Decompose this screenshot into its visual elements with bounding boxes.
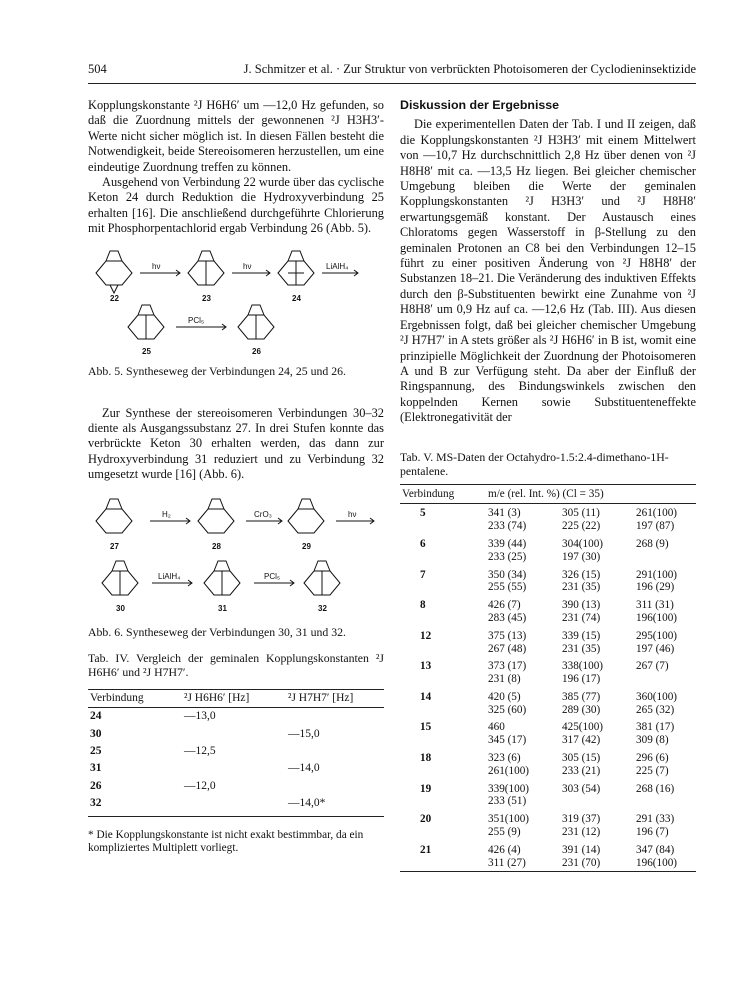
ms-value: 197 (46) (636, 642, 675, 655)
ms-value (562, 795, 632, 808)
right-column (400, 98, 696, 872)
ms-value: 347 (84) (636, 843, 675, 856)
reagent-label: CrO₃ (254, 509, 272, 519)
table-row (400, 780, 696, 811)
table-cell: 18 (420, 752, 432, 765)
ms-value: 283 (45) (488, 611, 527, 624)
ms-value: 267 (48) (488, 642, 527, 655)
table-cell: 25 (90, 744, 102, 757)
ms-value: 305 (11) (562, 507, 600, 520)
ms-value: 326 (15) (562, 568, 601, 581)
table-cell (486, 688, 560, 719)
ms-value: 296 (6) (636, 752, 669, 765)
reagent-label: hν (152, 261, 161, 271)
ms-value: 311 (27) (488, 856, 526, 869)
ms-value: 231 (35) (562, 642, 601, 655)
table-header: m/e (rel. Int. %) (Cl = 35) (488, 487, 604, 500)
table-cell (286, 778, 384, 795)
page-number: 504 (88, 62, 107, 76)
ms-value: 341 (3) (488, 507, 521, 520)
ms-value: 197 (30) (562, 550, 601, 563)
running-title: J. Schmitzer et al. · Zur Struktur von verbrückten Photoisomeren der Cyclodieninsektizide (243, 62, 696, 76)
table-cell (560, 504, 634, 535)
molecule-28 (198, 499, 234, 533)
table-cell (560, 627, 634, 658)
molecule-27 (96, 499, 132, 533)
molecule-25 (128, 305, 164, 339)
ms-value: 255 (55) (488, 581, 527, 594)
ms-value: 325 (60) (488, 703, 527, 716)
table-row (400, 504, 696, 535)
ms-value: 375 (13) (488, 629, 527, 642)
ms-value: 426 (7) (488, 599, 521, 612)
molecule-26 (238, 305, 274, 339)
ms-value: 196(100) (636, 856, 678, 869)
ms-value: 304(100) (562, 537, 604, 550)
table-cell (560, 688, 634, 719)
ms-value: 231 (70) (562, 856, 601, 869)
table-row (88, 795, 384, 816)
table-cell (560, 535, 634, 566)
compound-number: 29 (302, 541, 311, 551)
compound-number: 26 (252, 346, 261, 356)
table-cell (486, 596, 560, 627)
ms-value: 267 (7) (636, 660, 669, 673)
table-cell (634, 718, 696, 749)
ms-value: 196(100) (636, 611, 678, 624)
ms-value: 303 (54) (562, 782, 601, 795)
table-cell (486, 841, 560, 872)
table-cell (486, 718, 560, 749)
table-header: Verbindung (90, 691, 144, 704)
left-paragraph-2: Ausgehend von Verbindung 22 wurde über das cyclische Keton 24 durch Reduktion die Hydroxyverbindung 25 erhalten [16]. Die anschließend durchgeführte Chlorierung mit Phosphorpentachlorid ergab Verbindung 26 (Abb. 5). (88, 175, 384, 236)
table-cell (560, 780, 634, 811)
ms-value: 350 (34) (488, 568, 527, 581)
ms-value: 390 (13) (562, 599, 601, 612)
ms-value: 196 (29) (636, 581, 675, 594)
reagent-label: hν (348, 509, 357, 519)
table-5 (400, 484, 696, 873)
table-cell (486, 810, 560, 841)
table-4-caption: Tab. IV. Vergleich der geminalen Kopplungskonstanten ²J H6H6′ und ²J H7H7′. (88, 650, 384, 679)
table-row (400, 535, 696, 566)
ms-value: 231 (74) (562, 611, 601, 624)
table-5-caption: Tab. V. MS-Daten der Octahydro-1.5:2.4-dimethano-1H-pentalene. (400, 449, 669, 478)
ms-value (636, 551, 694, 564)
table-cell (486, 749, 560, 780)
table-cell (560, 596, 634, 627)
molecule-31 (204, 561, 240, 595)
table-cell: 8 (420, 599, 426, 612)
table-cell (560, 566, 634, 597)
running-header (88, 62, 696, 80)
compound-number: 25 (142, 346, 151, 356)
ms-value (636, 795, 694, 808)
table-cell: —12,0 (184, 779, 216, 792)
table-cell (634, 627, 696, 658)
table-row (400, 749, 696, 780)
table-row (88, 726, 384, 743)
ms-value: 233 (21) (562, 764, 601, 777)
ms-value: 311 (31) (636, 599, 674, 612)
table-cell (560, 718, 634, 749)
ms-value: 420 (5) (488, 690, 521, 703)
table-row (88, 708, 384, 726)
table-cell (486, 566, 560, 597)
ms-value: 261(100) (488, 764, 530, 777)
ms-value: 319 (37) (562, 813, 601, 826)
table-cell: 30 (90, 727, 102, 740)
table-cell (182, 795, 286, 816)
ms-value: 425(100) (562, 721, 604, 734)
reagent-label: PCl₅ (264, 571, 281, 581)
ms-value: 233 (51) (488, 795, 527, 808)
table-cell (286, 708, 384, 726)
ms-value: 268 (16) (636, 782, 675, 795)
left-paragraph-1: Kopplungskonstante ²J H6H6′ um —12,0 Hz gefunden, so daß die Zuordnung mittels der gewonnenen ²J H3H3′-Werte nicht sicher möglich ist. In diesen Fällen besteht die Notwendigkeit, beide Stereoisomeren herzustellen, um eine eindeutige Zuordnung treffen zu können. (88, 98, 384, 174)
ms-value: 309 (8) (636, 734, 669, 747)
table-row (400, 596, 696, 627)
left-column (88, 98, 384, 856)
reagent-label: LiAlH₄ (326, 261, 349, 271)
ms-value: 225 (22) (562, 520, 601, 533)
table-4 (88, 689, 384, 817)
molecule-32 (304, 561, 340, 595)
ms-value: 339(100) (488, 782, 530, 795)
ms-value: 233 (25) (488, 550, 527, 563)
compound-number: 28 (212, 541, 221, 551)
reagent-label: hν (243, 261, 252, 271)
ms-value: 391 (14) (562, 843, 601, 856)
table-cell: 7 (420, 568, 426, 581)
ms-value: 351(100) (488, 813, 530, 826)
table-row (88, 778, 384, 795)
table-cell: 14 (420, 690, 432, 703)
table-cell: 31 (90, 762, 102, 775)
ms-value: 317 (42) (562, 734, 601, 747)
table-cell: —14,0 (288, 762, 320, 775)
table-cell (286, 743, 384, 760)
scheme-figure-5 (88, 245, 384, 360)
compound-number: 27 (110, 541, 119, 551)
section-heading: Diskussion der Ergebnisse (400, 98, 560, 112)
compound-number: 23 (202, 293, 211, 303)
table-row (400, 627, 696, 658)
right-paragraph-1: Die experimentellen Daten der Tab. I und II zeigen, daß die Kopplungskonstanten ²J H3H3′ mit einem Mittelwert von —10,7 Hz durchschnittlich 2,8 Hz über denen von ²J H8H8′ mit ca. —13,5 Hz liegen. Bei gleicher chemischer Umgebung bleiben die Werte der geminalen Kopplungskonstanten ²J H3H3′ und ²J H8H8′ erwartungsgemäß konstant. Der Austausch eines Chloratoms gegen Wasserstoff in β-Stellung zu den geminalen Protonen an C8 bei den Verbindungen 12–15 führt zu einer positiven Änderung von ²J H8H8′ der Substanzen 18–21. Die Veränderung des induktiven Effekts durch den β-Substituenten bewirkt eine Zunahme von ²J H8H8′ um 0,9 Hz auf ca. —12,6 Hz (Tab. III). Aus diesen Ergebnissen folgt, daß bei gleicher chemischer Umgebung ²J H7H7′ in A stets größer als ²J H6H6′ in B ist, womit eine prinzipielle Möglichkeit der Zuordnung der Photoisomeren A und B zur Verfügung steht. Da aber der Einfluß der Ringspannung, des Bindungswinkels zwischen den koppelnden Kernen sowie Substituenteneffekte (Elektronegativität der (400, 117, 696, 425)
table-cell (634, 841, 696, 872)
table-cell: 32 (90, 797, 102, 810)
ms-value: 323 (6) (488, 752, 521, 765)
ms-value: 196 (7) (636, 826, 669, 839)
table-row (400, 718, 696, 749)
table-cell (634, 688, 696, 719)
ms-value: 233 (74) (488, 520, 527, 533)
table-cell (634, 596, 696, 627)
compound-number: 30 (116, 603, 125, 613)
compound-number: 31 (218, 603, 227, 613)
table-cell: 6 (420, 537, 426, 550)
ms-value: 381 (17) (636, 721, 675, 734)
table-cell (486, 535, 560, 566)
table-cell (486, 627, 560, 658)
ms-value: 196 (17) (562, 673, 601, 686)
table-cell (182, 760, 286, 777)
ms-value: 373 (17) (488, 660, 527, 673)
ms-value: 339 (44) (488, 537, 527, 550)
ms-value: 295(100) (636, 629, 678, 642)
compound-number: 22 (110, 293, 119, 303)
table-row (400, 657, 696, 688)
table-row (400, 688, 696, 719)
table-cell: 15 (420, 721, 432, 734)
table-cell: 5 (420, 507, 426, 520)
ms-value: 231 (12) (562, 826, 601, 839)
table-cell (560, 841, 634, 872)
ms-value: 231 (8) (488, 673, 521, 686)
table-row (88, 743, 384, 760)
molecule-23 (188, 251, 224, 285)
table-cell (486, 504, 560, 535)
compound-number: 24 (292, 293, 301, 303)
ms-value: 305 (15) (562, 752, 601, 765)
table-header: ²J H6H6′ [Hz] (184, 691, 250, 704)
table-cell (560, 810, 634, 841)
table-cell (634, 566, 696, 597)
ms-value: 291 (33) (636, 813, 675, 826)
table-cell: —12,5 (184, 744, 216, 757)
table-cell: —14,0* (288, 797, 326, 810)
ms-value: 460 (488, 721, 505, 734)
table-cell: 13 (420, 660, 432, 673)
table-header: Verbindung (402, 487, 455, 500)
figure-6-caption: Abb. 6. Syntheseweg der Verbindungen 30, 31 und 32. (88, 624, 346, 639)
ms-value: 426 (4) (488, 843, 521, 856)
table-cell: —15,0 (288, 727, 320, 740)
table-header: ²J H7H7′ [Hz] (288, 691, 354, 704)
ms-value: 197 (87) (636, 520, 675, 533)
table-row (400, 841, 696, 872)
ms-value: 255 (9) (488, 826, 521, 839)
molecule-24 (278, 251, 314, 285)
table-row (88, 760, 384, 777)
ms-value: 291(100) (636, 568, 678, 581)
table-cell (560, 657, 634, 688)
table-cell (634, 504, 696, 535)
ms-value: 338(100) (562, 660, 604, 673)
table-row (400, 566, 696, 597)
table-cell: —13,0 (184, 710, 216, 723)
table-cell (634, 657, 696, 688)
table-cell: 21 (420, 843, 432, 856)
scheme-figure-6 (88, 491, 384, 621)
table-cell (182, 726, 286, 743)
table-cell (486, 780, 560, 811)
ms-value: 289 (30) (562, 703, 601, 716)
figure-5-caption: Abb. 5. Syntheseweg der Verbindungen 24, 25 und 26. (88, 363, 346, 378)
reagent-label: H₂ (162, 509, 171, 519)
molecule-22 (96, 251, 132, 293)
table-cell (486, 657, 560, 688)
left-paragraph-3: Zur Synthese der stereoisomeren Verbindungen 30–32 diente als Ausgangssubstanz 27. In drei Stufen konnte das verbrückte Keton 30 erhalten werden, das dann zur Hydroxyverbindung 31 reduziert und zu Verbindung 32 umgesetzt wurde [16] (Abb. 6). (88, 405, 384, 482)
ms-value: 261(100) (636, 507, 678, 520)
table-cell (634, 535, 696, 566)
table-5-body (400, 504, 696, 872)
ms-value: 385 (77) (562, 690, 601, 703)
header-rule (88, 83, 696, 84)
table-cell: 26 (90, 779, 102, 792)
ms-value: 265 (32) (636, 703, 675, 716)
table-cell: 12 (420, 629, 432, 642)
table-cell: 24 (90, 710, 102, 723)
table-4-footnote: * Die Kopplungskonstante ist nicht exakt bestimmbar, da ein kompliziertes Multiplett vorliegt. (88, 828, 364, 855)
molecule-30 (102, 561, 138, 595)
ms-value: 225 (7) (636, 764, 669, 777)
table-cell (634, 749, 696, 780)
compound-number: 32 (318, 603, 327, 613)
molecule-29 (288, 499, 324, 533)
table-cell (634, 810, 696, 841)
table-cell: 20 (420, 813, 432, 826)
table-row (400, 810, 696, 841)
table-cell (560, 749, 634, 780)
reagent-label: LiAlH₄ (158, 571, 181, 581)
ms-value: 231 (35) (562, 581, 601, 594)
ms-value: 339 (15) (562, 629, 601, 642)
reagent-label: PCl₅ (188, 315, 205, 325)
ms-value: 345 (17) (488, 734, 527, 747)
ms-value (636, 673, 694, 686)
table-cell: 19 (420, 782, 432, 795)
table-cell (634, 780, 696, 811)
ms-value: 268 (9) (636, 537, 669, 550)
ms-value: 360(100) (636, 690, 678, 703)
